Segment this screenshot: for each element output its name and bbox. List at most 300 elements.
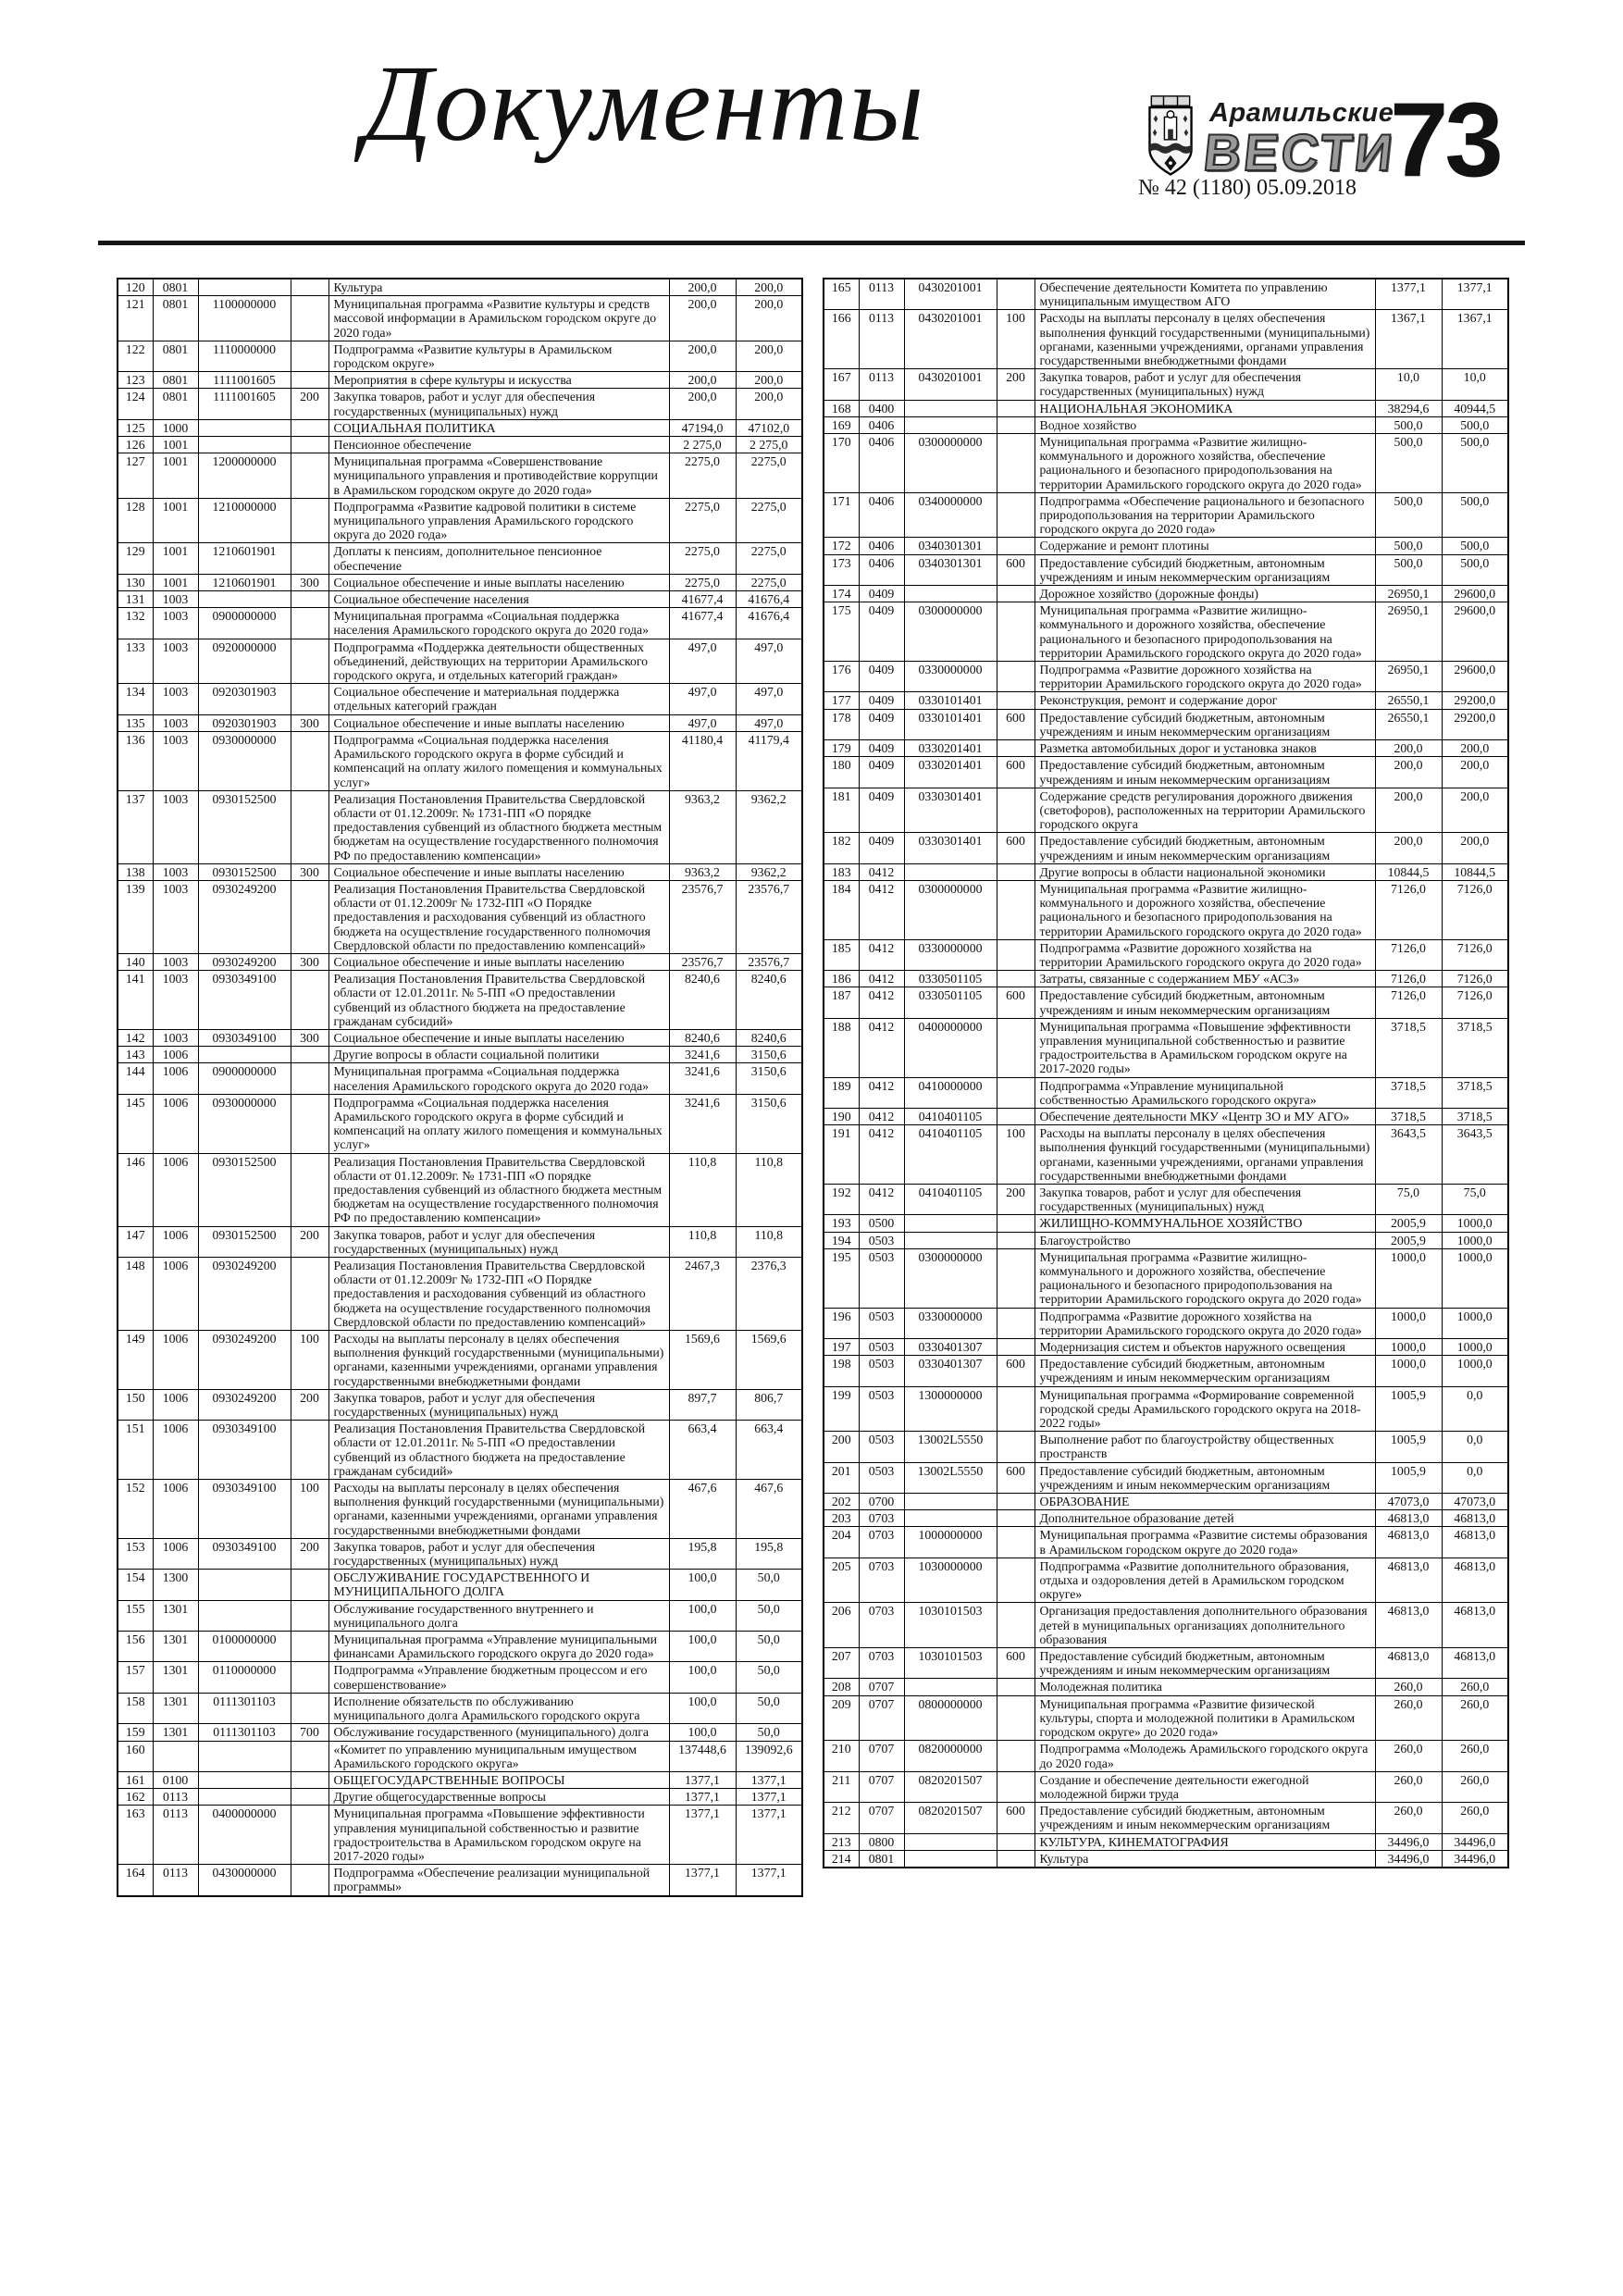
cell-csr: 1210601901 (198, 574, 291, 590)
cell-csr: 0930349100 (198, 1421, 291, 1480)
cell-vr (997, 1308, 1035, 1338)
table-row (118, 608, 802, 639)
cell-name: Расходы на выплаты персоналу в целях обеспечения выполнения функций государственными (муниципальными) органами, казенными учреждениями, органами управления государственными внебюджетными фондами (1035, 310, 1375, 369)
cell-a1: 41180,4 (669, 731, 736, 790)
cell-num: 211 (824, 1771, 859, 1802)
cell-name: Подпрограмма «Развитие дорожного хозяйства на территории Арамильского городского округа до 2020 года» (1035, 662, 1375, 692)
cell-rz: 1003 (153, 880, 198, 953)
cell-a2: 500,0 (1442, 492, 1508, 538)
cell-vr (291, 1063, 328, 1094)
cell-csr: 0410401105 (904, 1184, 997, 1214)
cell-rz: 0801 (859, 1850, 904, 1868)
cell-name: Подпрограмма «Социальная поддержка населения Арамильского городского округа в форме субсидий и компенсаций на оплату жилого помещения и коммунальных услуг» (328, 1094, 669, 1153)
cell-rz: 1300 (153, 1570, 198, 1600)
cell-a1: 26550,1 (1375, 709, 1442, 739)
cell-csr (198, 1789, 291, 1806)
table-row (118, 1153, 802, 1226)
cell-name: Муниципальная программа «Развитие жилищно-коммунального и дорожного хозяйства, обеспечение рационального и безопасного природопользования на территории Арамильского городского округа до 2020 года» (1035, 1248, 1375, 1308)
cell-num: 127 (118, 453, 153, 499)
cell-num: 184 (824, 880, 859, 939)
cell-num: 132 (118, 608, 153, 639)
cell-a1: 3718,5 (1375, 1018, 1442, 1077)
cell-num: 122 (118, 341, 153, 371)
cell-a2: 200,0 (1442, 740, 1508, 757)
cell-rz: 0412 (859, 939, 904, 970)
cell-a1: 260,0 (1375, 1803, 1442, 1833)
cell-rz: 1006 (153, 1063, 198, 1094)
cell-csr: 1111001605 (198, 389, 291, 419)
cell-vr (997, 1695, 1035, 1741)
cell-name: Реализация Постановления Правительства Свердловской области от 12.01.2011г. № 5-ПП «О предоставлении субвенций из областного бюджета на предоставление гражданам субсидий» (328, 1421, 669, 1480)
cell-csr (904, 1232, 997, 1248)
table-row (118, 1741, 802, 1771)
cell-vr (291, 543, 328, 574)
cell-name: Расходы на выплаты персоналу в целях обеспечения выполнения функций государственными (муниципальными) органами, казенными учреждениями, органами управления государственными внебюджетными фондами (328, 1331, 669, 1390)
cell-num: 137 (118, 790, 153, 863)
cell-a2: 29200,0 (1442, 709, 1508, 739)
cell-a1: 1005,9 (1375, 1462, 1442, 1493)
cell-rz: 1003 (153, 1029, 198, 1046)
cell-a2: 1367,1 (1442, 310, 1508, 369)
cell-name: Культура (1035, 1850, 1375, 1868)
cell-csr: 13002L5550 (904, 1462, 997, 1493)
cell-a1: 2 275,0 (669, 437, 736, 453)
cell-a2: 1377,1 (736, 1771, 802, 1788)
cell-a2: 50,0 (736, 1600, 802, 1631)
cell-a2: 50,0 (736, 1693, 802, 1723)
cell-a2: 3150,6 (736, 1047, 802, 1063)
cell-num: 194 (824, 1232, 859, 1248)
cell-a1: 34496,0 (1375, 1850, 1442, 1868)
cell-name: Мероприятия в сфере культуры и искусства (328, 372, 669, 389)
cell-a1: 7126,0 (1375, 880, 1442, 939)
table-row (824, 757, 1508, 788)
cell-a2: 195,8 (736, 1538, 802, 1569)
cell-vr (997, 1018, 1035, 1077)
cell-name: Предоставление субсидий бюджетным, автономным учреждениям и иным некоммерческим организациям (1035, 757, 1375, 788)
cell-a2: 497,0 (736, 639, 802, 684)
cell-vr (997, 602, 1035, 662)
cell-rz: 1301 (153, 1600, 198, 1631)
cell-rz: 0703 (859, 1558, 904, 1603)
cell-name: Расходы на выплаты персоналу в целях обеспечения выполнения функций государственными (муниципальными) органами, казенными учреждениями, органами управления государственными внебюджетными фондами (328, 1480, 669, 1539)
cell-a1: 2275,0 (669, 543, 736, 574)
cell-num: 190 (824, 1108, 859, 1124)
cell-a2: 1569,6 (736, 1331, 802, 1390)
cell-a1: 47194,0 (669, 419, 736, 436)
cell-num: 191 (824, 1125, 859, 1185)
table-row (824, 1603, 1508, 1648)
cell-csr: 0400000000 (198, 1806, 291, 1865)
table-row (118, 296, 802, 341)
table-row (118, 591, 802, 608)
cell-a1: 9363,2 (669, 863, 736, 880)
cell-rz: 0503 (859, 1432, 904, 1462)
cell-vr: 200 (291, 389, 328, 419)
cell-a2: 41179,4 (736, 731, 802, 790)
table-row (118, 1047, 802, 1063)
cell-rz: 1006 (153, 1258, 198, 1331)
table-row (824, 971, 1508, 987)
cell-name: Реализация Постановления Правительства Свердловской области от 12.01.2011г. № 5-ПП «О предоставлении субвенций из областного бюджета на предоставление гражданам субсидий» (328, 971, 669, 1030)
cell-name: Социальное обеспечение населения (328, 591, 669, 608)
cell-rz: 0113 (153, 1789, 198, 1806)
cell-vr (997, 1108, 1035, 1124)
cell-a2: 75,0 (1442, 1184, 1508, 1214)
cell-a1: 26950,1 (1375, 662, 1442, 692)
cell-a1: 47073,0 (1375, 1494, 1442, 1510)
cell-csr (198, 1047, 291, 1063)
cell-vr (291, 1153, 328, 1226)
cell-rz: 1006 (153, 1153, 198, 1226)
cell-num: 157 (118, 1662, 153, 1693)
cell-a1: 467,6 (669, 1480, 736, 1539)
table-row (118, 1632, 802, 1662)
cell-num: 177 (824, 692, 859, 709)
cell-a1: 1005,9 (1375, 1386, 1442, 1432)
cell-num: 156 (118, 1632, 153, 1662)
table-row (118, 714, 802, 731)
cell-a2: 10844,5 (1442, 863, 1508, 880)
cell-num: 161 (118, 1771, 153, 1788)
cell-num: 182 (824, 833, 859, 863)
cell-rz: 1003 (153, 863, 198, 880)
cell-num: 210 (824, 1741, 859, 1771)
cell-a2: 23576,7 (736, 880, 802, 953)
cell-rz: 0409 (859, 692, 904, 709)
cell-csr: 1000000000 (904, 1527, 997, 1558)
cell-name: Культура (328, 279, 669, 296)
cell-vr (291, 419, 328, 436)
table-row (118, 731, 802, 790)
cell-a2: 110,8 (736, 1226, 802, 1257)
cell-csr: 0430201001 (904, 279, 997, 310)
cell-a1: 1377,1 (669, 1865, 736, 1896)
cell-name: Молодежная политика (1035, 1679, 1375, 1695)
budget-table-left-column (117, 278, 801, 1897)
cell-a2: 41676,4 (736, 608, 802, 639)
cell-vr: 700 (291, 1724, 328, 1741)
cell-num: 129 (118, 543, 153, 574)
cell-a2: 500,0 (1442, 416, 1508, 433)
cell-a2: 50,0 (736, 1662, 802, 1693)
table-row (824, 1232, 1508, 1248)
table-row (824, 662, 1508, 692)
cell-vr (997, 1558, 1035, 1603)
table-row (824, 1386, 1508, 1432)
cell-csr: 0300000000 (904, 1248, 997, 1308)
cell-a2: 806,7 (736, 1389, 802, 1420)
cell-csr: 0820000000 (904, 1741, 997, 1771)
cell-csr: 0110000000 (198, 1662, 291, 1693)
table-row (118, 419, 802, 436)
cell-a2: 500,0 (1442, 434, 1508, 493)
table-row (824, 788, 1508, 833)
cell-rz: 1001 (153, 437, 198, 453)
table-row (824, 492, 1508, 538)
cell-num: 120 (118, 279, 153, 296)
cell-a1: 2275,0 (669, 574, 736, 590)
cell-vr (291, 1741, 328, 1771)
table-row (824, 1248, 1508, 1308)
cell-vr (997, 1432, 1035, 1462)
cell-num: 145 (118, 1094, 153, 1153)
cell-name: Модернизация систем и объектов наружного освещения (1035, 1339, 1375, 1356)
cell-vr: 600 (997, 833, 1035, 863)
cell-vr (997, 971, 1035, 987)
cell-num: 144 (118, 1063, 153, 1094)
table-row (824, 586, 1508, 602)
cell-a2: 3150,6 (736, 1094, 802, 1153)
cell-num: 134 (118, 684, 153, 714)
cell-csr: 0330000000 (904, 1308, 997, 1338)
cell-a1: 7126,0 (1375, 971, 1442, 987)
cell-a2: 9362,2 (736, 790, 802, 863)
cell-vr (997, 586, 1035, 602)
cell-rz: 0801 (153, 341, 198, 371)
cell-vr (291, 1865, 328, 1896)
table-row (824, 1432, 1508, 1462)
table-row (118, 1480, 802, 1539)
budget-table (823, 278, 1509, 1868)
table-row (824, 400, 1508, 416)
cell-name: Закупка товаров, работ и услуг для обеспечения государственных (муниципальных) нужд (328, 1389, 669, 1420)
cell-name: Обслуживание государственного (муниципального) долга (328, 1724, 669, 1741)
cell-name: Исполнение обязательств по обслуживанию муниципального долга Арамильского городского округа (328, 1693, 669, 1723)
cell-csr (198, 1570, 291, 1600)
table-row (824, 434, 1508, 493)
cell-vr (997, 740, 1035, 757)
cell-rz: 1006 (153, 1389, 198, 1420)
cell-a2: 0,0 (1442, 1386, 1508, 1432)
cell-csr (904, 863, 997, 880)
cell-num: 154 (118, 1570, 153, 1600)
newspaper-name-main: ВЕСТИ (1200, 123, 1398, 181)
cell-vr (291, 1632, 328, 1662)
cell-rz: 0801 (153, 279, 198, 296)
cell-num: 158 (118, 1693, 153, 1723)
cell-a1: 500,0 (1375, 416, 1442, 433)
cell-num: 133 (118, 639, 153, 684)
cell-name: Обеспечение деятельности МКУ «Центр ЗО и МУ АГО» (1035, 1108, 1375, 1124)
table-row (118, 437, 802, 453)
cell-a2: 40944,5 (1442, 400, 1508, 416)
cell-name: Муниципальная программа «Повышение эффективности управления муниципальной собственностью и развитие градостроительства в Арамильском городском округе на 2017-2020 годы» (328, 1806, 669, 1865)
cell-a2: 1377,1 (736, 1789, 802, 1806)
cell-vr (291, 1094, 328, 1153)
cell-a1: 38294,6 (1375, 400, 1442, 416)
aramil-coat-of-arms-icon (1141, 94, 1200, 181)
cell-a2: 8240,6 (736, 1029, 802, 1046)
cell-a1: 663,4 (669, 1421, 736, 1480)
cell-a1: 10844,5 (1375, 863, 1442, 880)
cell-a1: 2005,9 (1375, 1232, 1442, 1248)
cell-a2: 3718,5 (1442, 1077, 1508, 1108)
cell-name: Предоставление субсидий бюджетным, автономным учреждениям и иным некоммерческим организациям (1035, 833, 1375, 863)
cell-name: Подпрограмма «Управление бюджетным процессом и его совершенствование» (328, 1662, 669, 1693)
cell-rz: 0801 (153, 389, 198, 419)
table-row (118, 880, 802, 953)
cell-num: 162 (118, 1789, 153, 1806)
cell-vr (291, 1047, 328, 1063)
cell-rz: 0412 (859, 1184, 904, 1214)
table-row (824, 310, 1508, 369)
cell-vr (997, 1510, 1035, 1527)
cell-num: 201 (824, 1462, 859, 1493)
cell-num: 139 (118, 880, 153, 953)
table-row (118, 574, 802, 590)
cell-name: Закупка товаров, работ и услуг для обеспечения государственных (муниципальных) нужд (328, 1538, 669, 1569)
cell-name: Предоставление субсидий бюджетным, автономным учреждениям и иным некоммерческим организациям (1035, 1462, 1375, 1493)
cell-num: 174 (824, 586, 859, 602)
cell-num: 163 (118, 1806, 153, 1865)
cell-rz: 0406 (859, 434, 904, 493)
cell-vr (997, 1850, 1035, 1868)
cell-csr: 1030101503 (904, 1648, 997, 1679)
cell-vr (997, 880, 1035, 939)
cell-a1: 7126,0 (1375, 987, 1442, 1018)
cell-a1: 75,0 (1375, 1184, 1442, 1214)
cell-a1: 100,0 (669, 1570, 736, 1600)
cell-name: Предоставление субсидий бюджетным, автономным учреждениям и иным некоммерческим организациям (1035, 554, 1375, 585)
cell-a2: 2376,3 (736, 1258, 802, 1331)
cell-a1: 100,0 (669, 1693, 736, 1723)
cell-vr: 200 (997, 1184, 1035, 1214)
cell-num: 203 (824, 1510, 859, 1527)
cell-num: 167 (824, 369, 859, 400)
cell-name: Социальное обеспечение и иные выплаты населению (328, 1029, 669, 1046)
cell-name: Муниципальная программа «Развитие жилищно-коммунального и дорожного хозяйства, обеспечение рационального и безопасного природопользования на территории Арамильского городского округа до 2020 года» (1035, 434, 1375, 493)
cell-rz: 1003 (153, 684, 198, 714)
cell-a1: 3643,5 (1375, 1125, 1442, 1185)
cell-a2: 2275,0 (736, 543, 802, 574)
cell-vr (291, 731, 328, 790)
cell-a1: 260,0 (1375, 1741, 1442, 1771)
cell-a1: 1000,0 (1375, 1248, 1442, 1308)
cell-a1: 100,0 (669, 1724, 736, 1741)
cell-a1: 1569,6 (669, 1331, 736, 1390)
table-row (824, 1215, 1508, 1232)
cell-a1: 200,0 (669, 389, 736, 419)
cell-a2: 3643,5 (1442, 1125, 1508, 1185)
cell-csr: 0900000000 (198, 608, 291, 639)
cell-csr: 0930249200 (198, 1258, 291, 1331)
cell-rz: 1003 (153, 714, 198, 731)
cell-csr (904, 1510, 997, 1527)
table-row (824, 538, 1508, 554)
cell-num: 192 (824, 1184, 859, 1214)
cell-a2: 3718,5 (1442, 1108, 1508, 1124)
cell-name: Предоставление субсидий бюджетным, автономным учреждениям и иным некоммерческим организациям (1035, 987, 1375, 1018)
cell-vr (291, 453, 328, 499)
cell-csr: 0930152500 (198, 1153, 291, 1226)
cell-rz: 1003 (153, 591, 198, 608)
cell-name: Обеспечение деятельности Комитета по управлению муниципальным имуществом АГО (1035, 279, 1375, 310)
cell-rz: 0703 (859, 1527, 904, 1558)
cell-a2: 1000,0 (1442, 1339, 1508, 1356)
cell-name: Подпрограмма «Управление муниципальной собственностью Арамильского городского округа» (1035, 1077, 1375, 1108)
cell-a1: 497,0 (669, 639, 736, 684)
cell-a1: 497,0 (669, 684, 736, 714)
cell-a2: 2275,0 (736, 453, 802, 499)
cell-num: 188 (824, 1018, 859, 1077)
table-row (824, 1356, 1508, 1386)
cell-csr: 0930349100 (198, 1538, 291, 1569)
cell-csr: 0430000000 (198, 1865, 291, 1896)
cell-name: КУЛЬТУРА, КИНЕМАТОГРАФИЯ (1035, 1833, 1375, 1850)
cell-a2: 1000,0 (1442, 1356, 1508, 1386)
cell-a2: 50,0 (736, 1724, 802, 1741)
cell-a2: 1000,0 (1442, 1215, 1508, 1232)
cell-csr (904, 586, 997, 602)
cell-a2: 500,0 (1442, 538, 1508, 554)
cell-csr: 0920301903 (198, 684, 291, 714)
cell-rz: 0503 (859, 1308, 904, 1338)
cell-csr: 1210601901 (198, 543, 291, 574)
cell-vr: 600 (997, 1648, 1035, 1679)
cell-rz: 0412 (859, 1077, 904, 1108)
cell-a2: 2275,0 (736, 574, 802, 590)
cell-csr (198, 279, 291, 296)
cell-num: 172 (824, 538, 859, 554)
cell-rz: 0412 (859, 1125, 904, 1185)
cell-a2: 7126,0 (1442, 987, 1508, 1018)
cell-vr (291, 1693, 328, 1723)
cell-a2: 1000,0 (1442, 1308, 1508, 1338)
cell-rz: 0406 (859, 416, 904, 433)
cell-a2: 29200,0 (1442, 692, 1508, 709)
cell-a1: 200,0 (669, 372, 736, 389)
cell-vr (291, 971, 328, 1030)
cell-csr: 0340000000 (904, 492, 997, 538)
cell-a1: 200,0 (1375, 788, 1442, 833)
cell-vr (997, 692, 1035, 709)
cell-rz: 1301 (153, 1724, 198, 1741)
cell-rz: 0707 (859, 1771, 904, 1802)
cell-a1: 500,0 (1375, 492, 1442, 538)
cell-vr (291, 1600, 328, 1631)
cell-vr (291, 296, 328, 341)
cell-csr: 0930349100 (198, 1029, 291, 1046)
cell-vr (997, 1603, 1035, 1648)
cell-name: Подпрограмма «Развитие кадровой политики в системе муниципального управления Арамильского городского округа до 2020 года» (328, 498, 669, 543)
cell-a2: 200,0 (1442, 788, 1508, 833)
cell-rz: 0503 (859, 1248, 904, 1308)
cell-a2: 3718,5 (1442, 1018, 1508, 1077)
cell-name: Социальное обеспечение и иные выплаты населению (328, 953, 669, 970)
cell-name: Подпрограмма «Развитие культуры в Арамильском городском округе» (328, 341, 669, 371)
cell-rz: 0503 (859, 1339, 904, 1356)
cell-vr: 600 (997, 757, 1035, 788)
table-row (824, 987, 1508, 1018)
cell-num: 176 (824, 662, 859, 692)
cell-rz: 1003 (153, 790, 198, 863)
cell-a1: 1377,1 (669, 1771, 736, 1788)
cell-vr: 300 (291, 863, 328, 880)
cell-name: Реконструкция, ремонт и содержание дорог (1035, 692, 1375, 709)
cell-num: 202 (824, 1494, 859, 1510)
cell-num: 196 (824, 1308, 859, 1338)
cell-name: Муниципальная программа «Повышение эффективности управления муниципальной собственностью и развитие градостроительства в Арамильском городском округе на 2017-2020 годы» (1035, 1018, 1375, 1077)
cell-name: Реализация Постановления Правительства Свердловской области от 01.12.2009г № 1732-ПП «О Порядке предоставления и расходования субвенций из областного бюджета на осуществление государственного полномочия Свердловской области по предоставлению компенсаций» (328, 1258, 669, 1331)
cell-a1: 200,0 (1375, 757, 1442, 788)
cell-vr (291, 608, 328, 639)
cell-name: ОБРАЗОВАНИЕ (1035, 1494, 1375, 1510)
table-row (824, 369, 1508, 400)
cell-rz: 0113 (153, 1865, 198, 1896)
cell-rz: 1006 (153, 1094, 198, 1153)
cell-name: Закупка товаров, работ и услуг для обеспечения государственных (муниципальных) нужд (1035, 1184, 1375, 1214)
